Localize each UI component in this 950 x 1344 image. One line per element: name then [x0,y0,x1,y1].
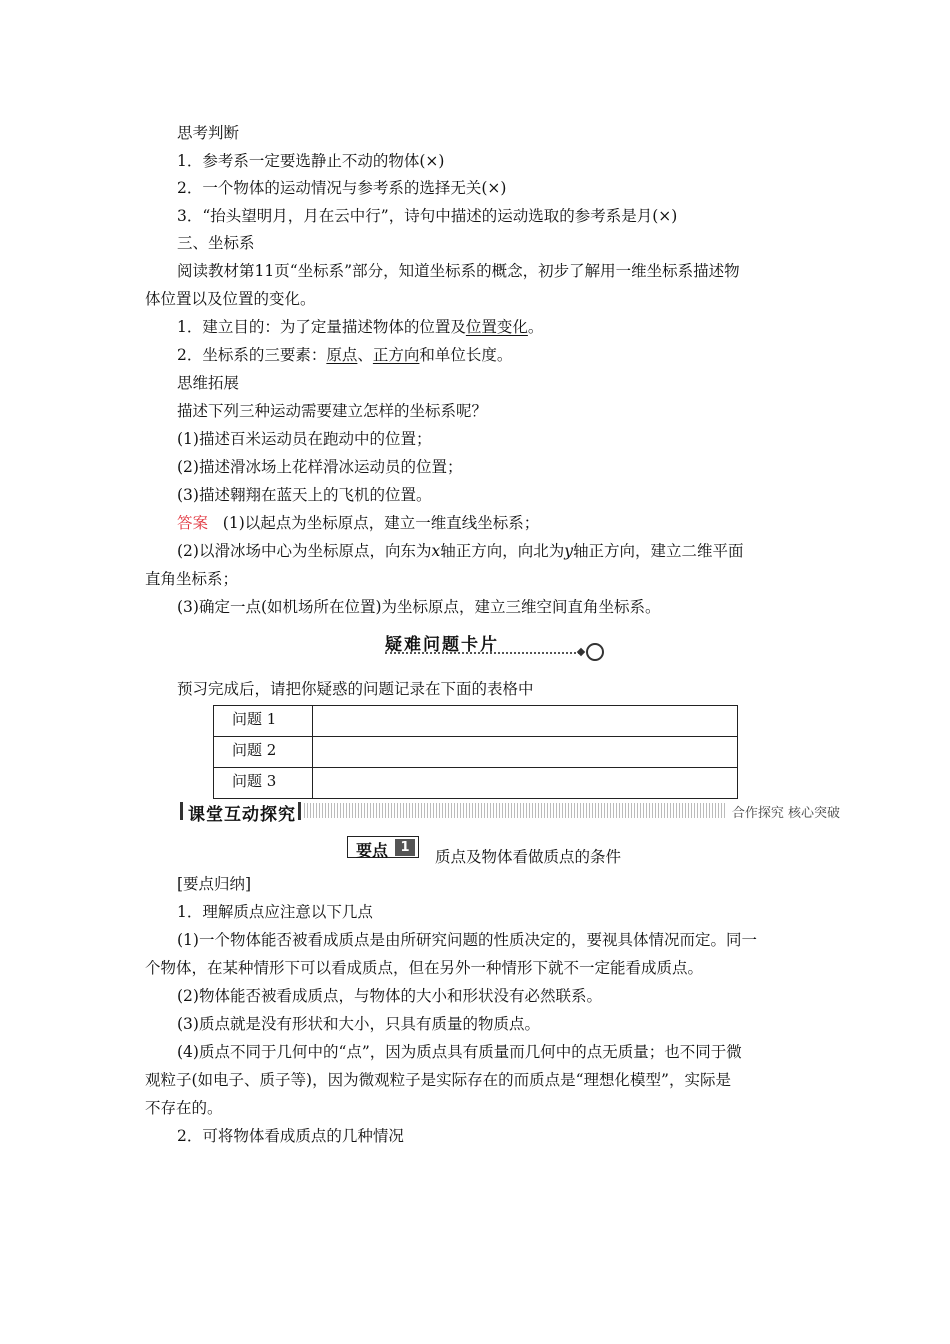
question-label: 问题 2 [214,737,313,768]
coord-purpose [177,317,847,337]
summary-sub-4c: 不存在的。 [145,1099,223,1117]
judge-item-1: 1．参考系一定要选静止不动的物体(×) [177,152,445,170]
banner-left-bar [180,802,183,820]
keypoint-title: 质点及物体看做质点的条件 [435,848,622,866]
coord-purpose-end: 。 [527,318,544,336]
answer-2-part-b: 轴正方向，向北为 [440,542,565,560]
answer-line-2 [177,541,847,561]
answer-2-part-c: 轴正方向，建立二维平面 [573,542,744,560]
banner-title: 课堂互动探究 [188,805,296,825]
summary-sub-4a: (4)质点不同于几何中的“点”，因为质点具有质量而几何中的点无质量；也不同于微 [177,1043,742,1061]
answer-1-text: (1)以起点为坐标原点，建立一维直线坐标系； [222,514,540,532]
card-header [385,630,610,660]
summary-sub-4b: 观粒子(如电子、质子等)，因为微观粒子是实际存在的而质点是“理想化模型”，实际是 [145,1071,731,1089]
question-cell[interactable] [313,706,738,737]
coord-elements-sep: 、 [357,346,373,364]
coord-elements-end: 和单位长度。 [419,346,513,364]
banner-subtitle: 合作探究 核心突破 [726,802,840,821]
question-table [213,705,738,799]
extend-item-2: (2)描述滑冰场上花样滑冰运动员的位置； [177,458,463,476]
coord-purpose-underlined: 位置变化 [465,318,528,336]
coord-elements-direction: 正方向 [372,346,420,364]
summary-sub-2: (2)物体能否被看成质点，与物体的大小和形状没有必然联系。 [177,987,602,1005]
answer-label: 答案 [177,514,209,532]
extend-question: 描述下列三种运动需要建立怎样的坐标系呢？ [177,402,488,420]
coord-intro-line-2: 体位置以及位置的变化。 [145,290,316,308]
summary-sub-1a: (1)一个物体能否被看成质点是由所研究问题的性质决定的，要视具体情况而定。同一 [177,931,757,949]
keypoint-number: 1 [395,839,415,856]
coord-intro-line-1: 阅读教材第11页“坐标系”部分，知道坐标系的概念，初步了解用一维坐标系描述物 [177,262,740,280]
keypoint-badge [347,836,419,858]
judge-item-2: 2．一个物体的运动情况与参考系的选择无关(×) [177,179,507,197]
summary-point-2: 2．可将物体看成质点的几种情况 [177,1127,404,1145]
answer-line-3: (3)确定一点(如机场所在位置)为坐标原点，建立三维空间直角坐标系。 [177,598,661,616]
answer-line-2-cont: 直角坐标系； [145,570,239,588]
coord-elements-text: 2．坐标系的三要素： [177,346,327,364]
summary-sub-1b: 个物体，在某种情形下可以看成质点，但在另外一种情形下就不一定能看成质点。 [145,959,704,977]
coord-purpose-text: 1．建立目的：为了定量描述物体的位置及 [177,318,466,336]
summary-point-1: 1．理解质点应注意以下几点 [177,903,373,921]
extend-item-3: (3)描述翱翔在蓝天上的飞机的位置。 [177,486,432,504]
card-title: 疑难问题卡片 [385,635,499,655]
answer-2-x: x [431,542,441,560]
banner-divider-bar [298,802,301,820]
card-circle-icon [586,643,604,661]
think-judge-title: 思考判断 [177,124,240,142]
card-dotted-rule [385,652,580,654]
card-diamond-icon [577,648,585,656]
question-cell[interactable] [313,768,738,799]
answer-2-part-a: (2)以滑冰场中心为坐标原点，向东为 [177,542,432,560]
section-banner [180,800,848,825]
judge-item-3: 3．“抬头望明月，月在云中行”，诗句中描述的运动选取的参考系是月(×) [177,207,678,225]
table-row [214,737,738,768]
question-label: 问题 3 [214,768,313,799]
extend-title: 思维拓展 [177,374,240,392]
coord-elements [177,345,847,365]
card-instruction: 预习完成后，请把你疑惑的问题记录在下面的表格中 [177,680,534,698]
coord-elements-origin: 原点 [326,346,358,364]
table-row [214,768,738,799]
table-row [214,706,738,737]
answer-line-1 [177,513,847,533]
summary-title: [要点归纳] [177,875,252,893]
extend-item-1: (1)描述百米运动员在跑动中的位置； [177,430,432,448]
question-label: 问题 1 [214,706,313,737]
question-cell[interactable] [313,737,738,768]
answer-2-y: y [564,542,573,560]
keypoint-label: 要点 [356,841,389,860]
summary-sub-3: (3)质点就是没有形状和大小，只具有质量的物质点。 [177,1015,540,1033]
coord-section-title: 三、坐标系 [177,234,255,252]
